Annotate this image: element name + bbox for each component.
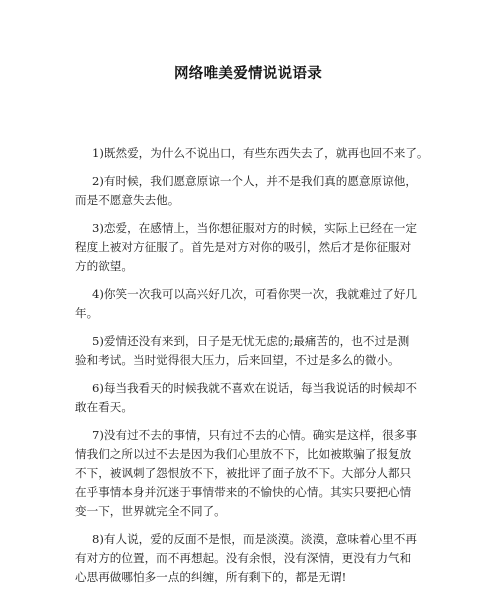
paragraph-line: 程度上被对方征服了。首先是对方对你的吸引，然后才是你征服对 <box>75 240 412 254</box>
paragraph <box>75 426 437 521</box>
document-title: 网络唯美爱情说说语录 <box>174 66 322 82</box>
paragraph-line: 在乎事情本身并沉迷于事情带来的不愉快的心情。其实只要把心情 <box>75 485 412 499</box>
paragraph-line: 变一下，世界就完全不同了。 <box>75 504 226 518</box>
paragraph <box>75 172 437 210</box>
paragraph-line: 4)你笑一次我可以高兴好几次，可看你哭一次，我就难过了好几 <box>92 287 417 301</box>
paragraph-line: 有对方的位置，而不再想起。没有余恨，没有深情，更没有力气和 <box>75 551 412 565</box>
paragraph-line: 方的欲望。 <box>75 259 133 273</box>
paragraph <box>75 530 437 587</box>
paragraph <box>75 285 437 323</box>
paragraph-line: 年。 <box>75 306 99 320</box>
paragraph-line: 8)有人说，爱的反面不是恨，而是淡漠。淡漠，意味着心里不再 <box>92 532 417 546</box>
paragraph-line: 而是不愿意失去他。 <box>75 193 180 207</box>
paragraph-line: 6)每当我看天的时候我就不喜欢在说话，每当我说话的时候却不 <box>92 381 417 395</box>
paragraph <box>75 219 437 276</box>
paragraph-line: 7)没有过不去的事情，只有过不去的心情。确实是这样，很多事 <box>92 428 417 442</box>
paragraph-line: 验和考试。当时觉得很大压力，后来回望，不过是多么的微小。 <box>75 353 400 367</box>
paragraph <box>75 379 437 417</box>
paragraph-line: 敢在看天。 <box>75 400 133 414</box>
document-body <box>75 144 437 596</box>
paragraph-line: 不下，被讽刺了怨恨放不下，被批评了面子放不下。大部分人都只 <box>75 466 412 480</box>
paragraph-line: 情我们之所以过不去是因为我们心里放不下，比如被欺骗了报复放 <box>75 447 412 461</box>
paragraph-line: 3)恋爱，在感情上，当你想征服对方的时候，实际上已经在一定 <box>92 221 417 235</box>
paragraph-line: 1)既然爱，为什么不说出口，有些东西失去了，就再也回不来了。 <box>92 146 429 160</box>
paragraph-line: 心思再做哪怕多一点的纠缠，所有剩下的，都是无谓! <box>75 570 347 584</box>
paragraph <box>75 144 437 163</box>
paragraph-line: 2)有时候，我们愿意原谅一个人，并不是我们真的愿意原谅他， <box>92 174 417 188</box>
paragraph-line: 5)爱情还没有来到，日子是无忧无虑的;最痛苦的，也不过是测 <box>92 334 410 348</box>
paragraph <box>75 332 437 370</box>
